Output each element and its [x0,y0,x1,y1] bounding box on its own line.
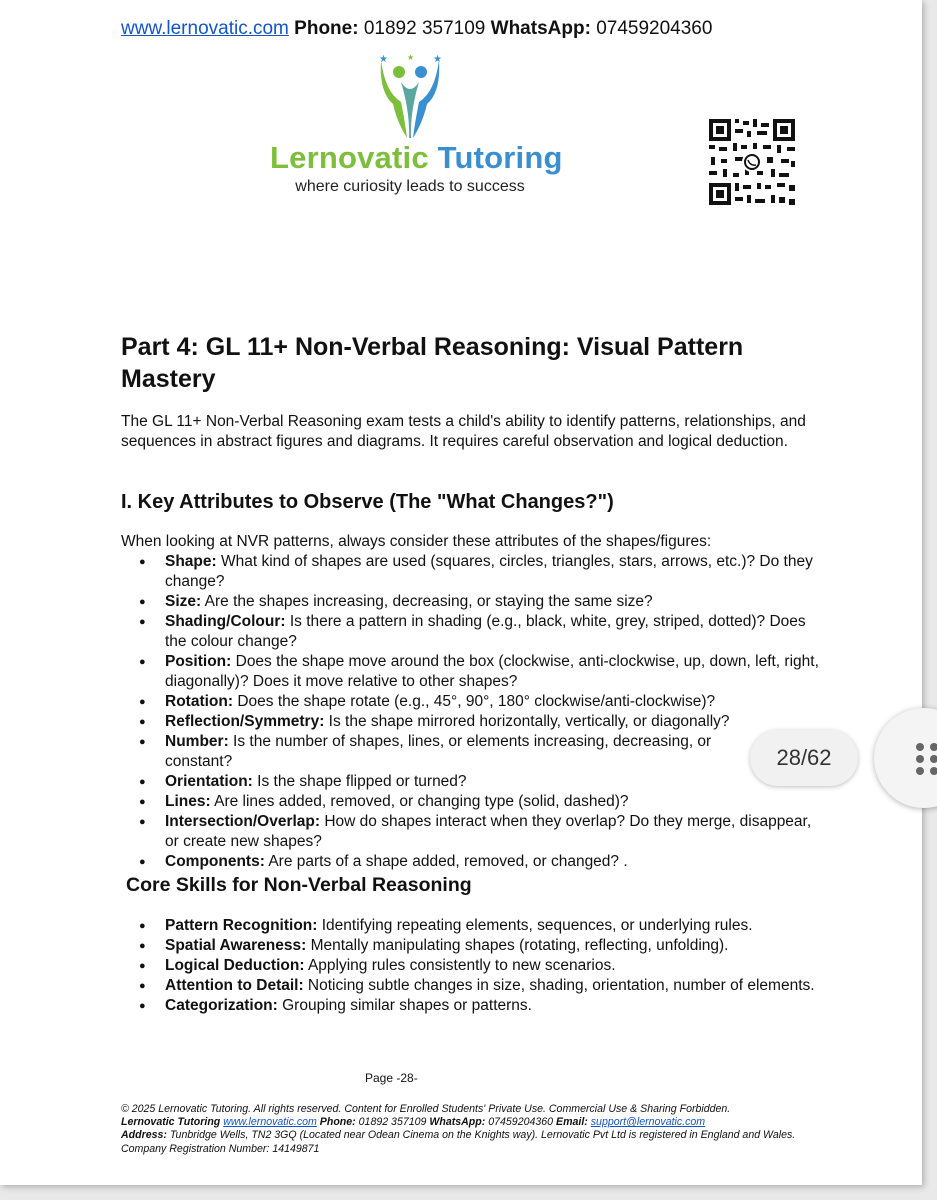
list-item: ● Reflection/Symmetry: Is the shape mirrored horizontally, vertically, or diagonally? [121,712,821,732]
list-item: ● Lines: Are lines added, removed, or changing type (solid, dashed)? [121,792,821,812]
footer-brand: Lernovatic Tutoring [121,1116,221,1129]
list-item: ● Orientation: Is the shape flipped or turned? [121,772,821,792]
svg-text:★: ★ [433,54,442,65]
list-item: ● Shape: What kind of shapes are used (squares, circles, triangles, stars, arrows, etc.)? Do they change? [121,552,821,592]
page-number: Page -28- [365,1071,418,1085]
list-item: ● Components: Are parts of a shape added, removed, or changed? . [121,852,821,872]
footer-address [121,1129,821,1155]
page-title: Part 4: GL 11+ Non-Verbal Reasoning: Visual Pattern Mastery [121,333,744,393]
company-logo [270,52,563,202]
phone-label: Phone: [294,18,359,39]
list-item: ● Size: Are the shapes increasing, decreasing, or staying the same size? [121,592,821,612]
footer-email-link[interactable]: support@lernovatic.com [590,1116,706,1129]
footer-website-link[interactable]: www.lernovatic.com [223,1116,317,1129]
logo-title-part2: Tutoring [437,140,563,175]
phone-number: 01892 357109 [363,18,486,39]
whatsapp-number: 07459204360 [596,18,713,39]
list-item: ● Spatial Awareness: Mentally manipulating shapes (rotating, reflecting, unfolding). [121,936,821,956]
svg-text:★: ★ [407,53,415,62]
section-heading-core-skills: Core Skills for Non-Verbal Reasoning [126,874,472,896]
whatsapp-label: WhatsApp: [490,18,591,39]
contact-bar [121,18,712,40]
page-footer [121,1103,821,1156]
svg-text:★: ★ [379,54,388,65]
footer-copyright: © 2025 Lernovatic Tutoring. All rights reserved. Content for Enrolled Students' Private Use. Commercial Use & Sharing Forbidden. [121,1103,731,1115]
logo-figure-icon [375,52,445,140]
footer-email-label: Email: [556,1116,588,1129]
list-item: ● Number: Is the number of shapes, lines, or elements increasing, decreasing, or constant? [121,732,821,772]
grid-dots-icon [914,742,937,776]
intro-paragraph: The GL 11+ Non-Verbal Reasoning exam tests a child's ability to identify patterns, relationships, and sequences in abstract figures and diagrams. It requires careful observation and logical deduction. [121,413,806,450]
logo-title-part1: Lernovatic [270,140,429,175]
list-item: ● Pattern Recognition: Identifying repeating elements, sequences, or underlying rules. [121,916,821,936]
page-counter: 28/62 [750,730,858,786]
footer-address-text: Tunbridge Wells, TN2 3GQ (Located near Odean Cinema on the Knights way). Lernovatic Pvt Ltd is registered in England and Wales. Company Registration Number: 14149871 [121,1129,796,1155]
list-item: ● Categorization: Grouping similar shapes or patterns. [121,996,821,1016]
list-item: ● Intersection/Overlap: How do shapes interact when they overlap? Do they merge, disappear, or create new shapes? [121,812,821,852]
footer-phone-label: Phone: [319,1116,356,1129]
section-lead-text: When looking at NVR patterns, always consider these attributes of the shapes/figures: [121,533,712,550]
section-heading-key-attributes: I. Key Attributes to Observe (The "What Changes?") [121,491,614,513]
list-item: ● Shading/Colour: Is there a pattern in shading (e.g., black, white, grey, striped, dotted)? Does the colour change? [121,612,821,652]
logo-tagline: where curiosity leads to success [295,178,525,195]
list-item: ● Logical Deduction: Applying rules consistently to new scenarios. [121,956,821,976]
qr-code-icon[interactable] [707,117,797,207]
skills-list [121,916,821,1016]
footer-phone: 01892 357109 [358,1116,427,1129]
attributes-list [121,552,821,872]
list-item: ● Rotation: Does the shape rotate (e.g., 45°, 90°, 180° clockwise/anti-clockwise)? [121,692,821,712]
footer-whatsapp-label: WhatsApp: [429,1116,486,1129]
list-item: ● Attention to Detail: Noticing subtle changes in size, shading, orientation, number of elements. [121,976,821,996]
footer-address-label: Address: [121,1129,167,1142]
website-link[interactable]: www.lernovatic.com [121,18,289,39]
footer-whatsapp: 07459204360 [488,1116,554,1129]
footer-contact-line [121,1116,821,1129]
logo-title [270,140,563,176]
list-item: ● Position: Does the shape move around the box (clockwise, anti-clockwise, up, down, left, right, diagonally)? Does it move relative to other shapes? [121,652,821,692]
